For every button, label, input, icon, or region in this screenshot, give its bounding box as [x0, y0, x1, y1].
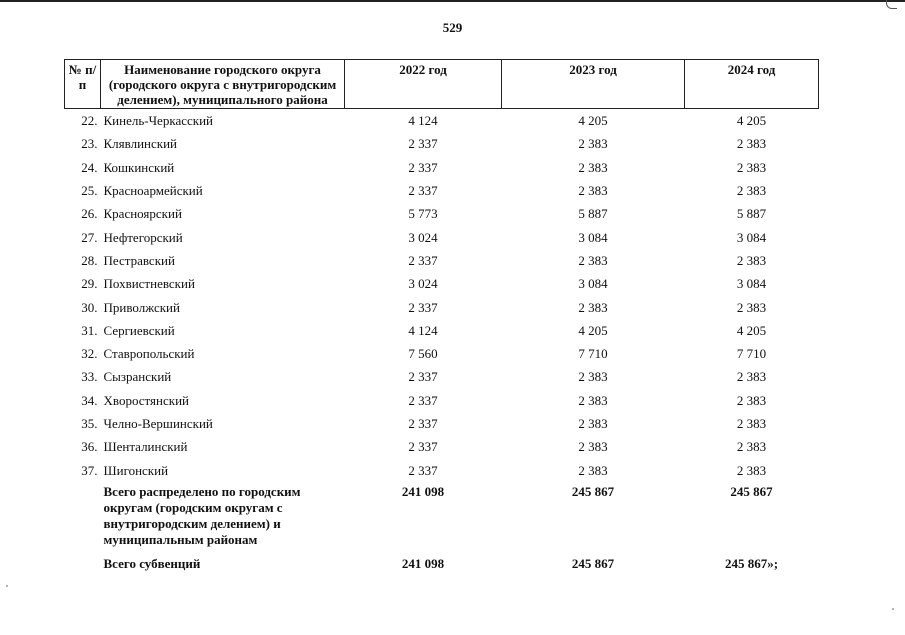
table-row — [65, 435, 819, 458]
row-value-2023: 3 084 — [578, 229, 608, 245]
row-number: 29. — [81, 276, 98, 292]
row-value-2023: 2 383 — [578, 369, 608, 385]
row-value-2024: 2 383 — [736, 159, 767, 175]
table-row — [65, 225, 819, 248]
total-distributed-2022: 241 098 — [401, 483, 445, 499]
table-row — [65, 319, 819, 342]
row-value-2022: 2 337 — [408, 416, 438, 431]
total-distributed-2024: 245 867 — [730, 483, 773, 499]
table-row — [65, 458, 819, 481]
table-body — [65, 109, 819, 571]
table-header — [65, 60, 819, 109]
row-name: Кинель-Черкасский — [103, 113, 213, 129]
row-value-2024: 2 383 — [736, 183, 767, 199]
header-row — [65, 60, 819, 109]
row-value-2023: 2 383 — [578, 416, 608, 431]
table-row — [65, 389, 819, 412]
row-value-2024: 2 383 — [736, 252, 767, 268]
row-value-2024: 2 383 — [736, 439, 767, 455]
row-value-2023: 2 383 — [578, 392, 608, 408]
table-row — [65, 156, 819, 179]
row-number: 37. — [81, 462, 98, 478]
total-distributed-num-empty — [65, 482, 101, 554]
row-value-2022: 2 337 — [408, 299, 438, 315]
total-distributed-label: Всего распределено по городским округам (городским округам с внутригородским делением) и муниципальным районам — [103, 483, 301, 547]
row-number: 31. — [81, 322, 98, 338]
row-value-2024: 2 383 — [736, 392, 767, 408]
row-name: Похвистневский — [103, 276, 195, 292]
table-row — [65, 365, 819, 388]
row-value-2023: 4 205 — [578, 322, 608, 338]
row-value-2023: 4 205 — [578, 113, 608, 129]
row-name: Шенталинский — [103, 439, 188, 455]
row-value-2024: 3 084 — [736, 276, 767, 292]
row-value-2023: 2 383 — [578, 183, 608, 199]
total-subventions-2023: 245 867 — [571, 555, 615, 571]
row-number: 30. — [81, 299, 98, 315]
corner-mark — [886, 0, 897, 9]
row-value-2022: 7 560 — [408, 346, 438, 362]
table-row — [65, 249, 819, 272]
row-name: Сергиевский — [103, 322, 175, 338]
top-border-line — [0, 0, 905, 2]
header-name: Наименование городского округа (городского округа с внутригородским делением), муниципального района — [101, 60, 345, 109]
row-value-2022: 2 337 — [408, 392, 438, 408]
row-value-2022: 2 337 — [408, 439, 438, 455]
row-number: 36. — [81, 439, 98, 455]
table-row — [65, 295, 819, 318]
row-value-2024: 7 710 — [736, 346, 767, 362]
table-row — [65, 412, 819, 435]
row-value-2023: 2 383 — [578, 136, 608, 152]
row-number: 25. — [81, 183, 98, 199]
row-number: 23. — [81, 136, 98, 152]
header-year-2023: 2023 год — [502, 60, 685, 109]
row-number: 27. — [81, 229, 98, 245]
row-value-2023: 2 383 — [578, 252, 608, 268]
row-number: 24. — [81, 159, 98, 175]
total-subventions-row — [65, 554, 819, 571]
table-row — [65, 132, 819, 155]
row-value-2023: 7 710 — [578, 346, 608, 362]
row-value-2022: 4 124 — [408, 322, 438, 338]
row-name: Клявлинский — [103, 136, 178, 152]
row-value-2023: 5 887 — [578, 206, 608, 222]
row-name: Кошкинский — [103, 159, 175, 175]
row-name: Ставропольский — [103, 346, 195, 362]
row-value-2024: 5 887 — [736, 206, 767, 222]
table-row — [65, 179, 819, 202]
table-row — [65, 272, 819, 295]
total-subventions-num-empty — [65, 554, 101, 571]
row-value-2023: 2 383 — [578, 439, 608, 455]
row-value-2022: 3 024 — [408, 229, 438, 245]
row-value-2024: 2 383 — [736, 416, 767, 431]
row-number: 33. — [81, 369, 98, 385]
row-value-2024: 2 383 — [736, 136, 767, 152]
row-name: Шигонский — [103, 462, 169, 478]
row-value-2023: 2 383 — [578, 299, 608, 315]
row-value-2024: 2 383 — [736, 299, 767, 315]
row-name: Красноармейский — [103, 183, 203, 199]
row-value-2023: 2 383 — [578, 462, 608, 478]
scan-speck — [6, 585, 8, 587]
row-number: 26. — [81, 206, 98, 222]
row-value-2022: 2 337 — [408, 159, 438, 175]
row-name: Сызранский — [103, 369, 172, 385]
row-value-2023: 2 383 — [578, 159, 608, 175]
row-value-2022: 2 337 — [408, 183, 438, 199]
total-subventions-label: Всего субвенций — [103, 555, 201, 571]
total-subventions-2024: 245 867»; — [724, 555, 779, 571]
row-value-2022: 2 337 — [408, 252, 438, 268]
row-name: Пестравский — [103, 252, 175, 268]
header-year-2024: 2024 год — [685, 60, 819, 109]
row-number: 28. — [81, 252, 98, 268]
row-number: 22. — [81, 113, 98, 129]
row-value-2022: 4 124 — [408, 113, 438, 129]
row-value-2022: 5 773 — [408, 206, 438, 222]
row-value-2024: 3 084 — [736, 229, 767, 245]
row-value-2024: 2 383 — [736, 369, 767, 385]
table-row — [65, 342, 819, 365]
subvention-table — [64, 59, 819, 571]
total-distributed-2023: 245 867 — [571, 483, 615, 499]
row-name: Красноярский — [103, 206, 182, 222]
table-row — [65, 202, 819, 225]
row-value-2023: 3 084 — [578, 276, 608, 292]
row-value-2022: 2 337 — [408, 136, 438, 152]
row-value-2022: 3 024 — [408, 276, 438, 292]
scan-speck — [892, 608, 894, 610]
row-value-2022: 2 337 — [408, 462, 438, 478]
row-number: 34. — [81, 392, 98, 408]
row-name: Нефтегорский — [103, 229, 183, 245]
row-number: 35. — [81, 416, 98, 431]
page-number: 529 — [442, 20, 463, 35]
row-name: Челно-Вершинский — [103, 416, 213, 431]
total-distributed-row — [65, 482, 819, 554]
row-value-2022: 2 337 — [408, 369, 438, 385]
table-row — [65, 109, 819, 133]
header-num: № п/п — [65, 60, 101, 109]
row-name: Хворостянский — [103, 392, 189, 408]
row-name: Приволжский — [103, 299, 180, 315]
row-number: 32. — [81, 346, 98, 362]
header-year-2022: 2022 год — [345, 60, 502, 109]
row-value-2024: 4 205 — [736, 322, 767, 338]
total-subventions-2022: 241 098 — [401, 555, 445, 571]
row-value-2024: 2 383 — [736, 462, 767, 478]
row-value-2024: 4 205 — [736, 113, 767, 129]
